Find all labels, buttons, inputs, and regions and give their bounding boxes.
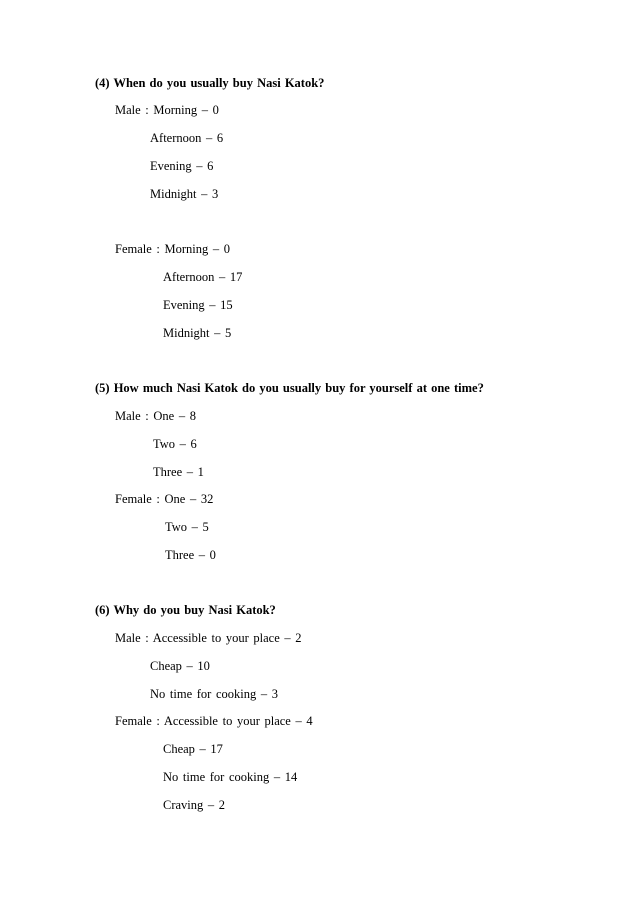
q5-male-two: Two – 6	[153, 437, 197, 451]
q6-female-no-time: No time for cooking – 14	[163, 770, 298, 784]
q4-female-morning: Female : Morning – 0	[115, 242, 231, 256]
q5-female-three: Three – 0	[165, 548, 216, 562]
q6-male-cheap: Cheap – 10	[150, 659, 210, 673]
q4-female-afternoon: Afternoon – 17	[163, 270, 243, 284]
question-5-heading: (5) How much Nasi Katok do you usually buy for yourself at one time?	[95, 381, 484, 395]
q5-male-one: Male : One – 8	[115, 409, 196, 423]
q4-male-morning: Male : Morning – 0	[115, 103, 219, 117]
q6-female-cheap: Cheap – 17	[163, 742, 223, 756]
q6-male-no-time: No time for cooking – 3	[150, 687, 278, 701]
q6-female-craving: Craving – 2	[163, 798, 226, 812]
q5-male-three: Three – 1	[153, 465, 204, 479]
q6-male-accessible: Male : Accessible to your place – 2	[115, 631, 302, 645]
q4-female-midnight: Midnight – 5	[163, 326, 232, 340]
q4-male-evening: Evening – 6	[150, 159, 214, 173]
q4-female-evening: Evening – 15	[163, 298, 233, 312]
q4-male-midnight: Midnight – 3	[150, 187, 219, 201]
question-6-heading: (6) Why do you buy Nasi Katok?	[95, 603, 276, 617]
q5-female-one: Female : One – 32	[115, 492, 214, 506]
q5-female-two: Two – 5	[165, 520, 209, 534]
q4-male-afternoon: Afternoon – 6	[150, 131, 224, 145]
question-4-heading: (4) When do you usually buy Nasi Katok?	[95, 76, 325, 90]
q6-female-accessible: Female : Accessible to your place – 4	[115, 714, 313, 728]
